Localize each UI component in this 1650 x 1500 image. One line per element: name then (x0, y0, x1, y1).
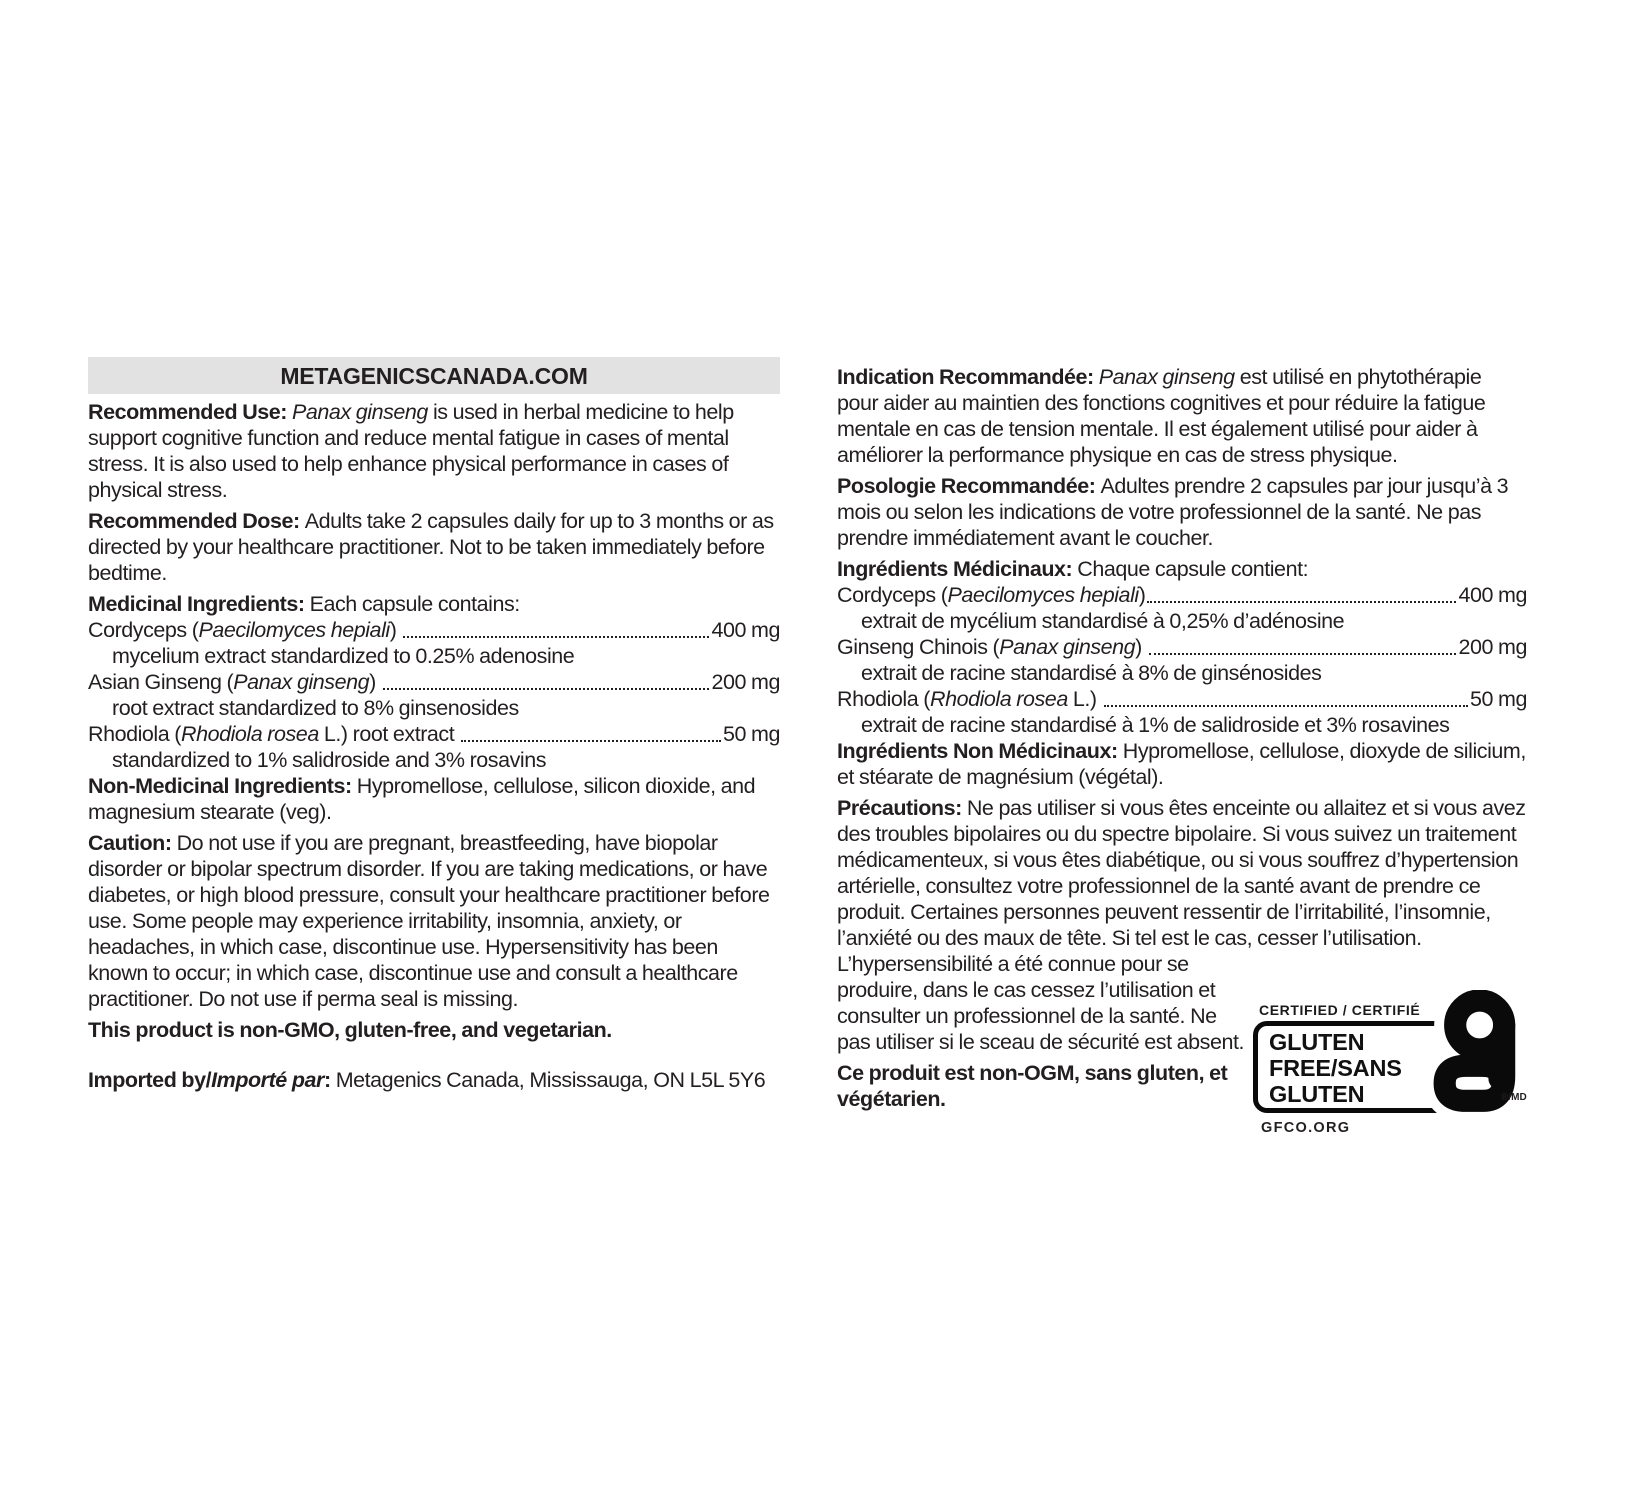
ingredient-name: Asian Ginseng ( (88, 670, 234, 694)
medicinal-ingredients-heading (88, 591, 780, 617)
ingredient-subtext: extrait de racine standardisé à 1% de salidroside et 3% rosavines (861, 713, 1450, 737)
ingredient-row (88, 617, 780, 643)
dot-leader (403, 636, 709, 638)
ingredients-non-medicinaux-paragraph (837, 738, 1527, 790)
ingredient-species: Paecilomyces hepiali (947, 583, 1139, 607)
french-column (837, 364, 1527, 1285)
posologie-paragraph (837, 473, 1527, 551)
ingredient-name: Cordyceps ( (837, 583, 948, 607)
imported-by-text: Metagenics Canada, Mississauga, ON L5L 5Y6 (335, 1068, 766, 1092)
importe-par-label: Importé par (211, 1068, 324, 1092)
caution-text: Do not use if you are pregnant, breastfeeding, have biopolar disorder or bipolar spectrum disorder. If you are taking medications, or have diabetes, or high blood pressure, consult your healthcare practitioner before use. Some people may experience irritability, insomnia, anxiety, or headaches, in which case, discontinue use. Hypersensitivity has been known to occur; in which case, discontinue use and consult a healthcare practitioner. Do not use if perma seal is missing. (88, 831, 770, 1011)
ingredient-name-suffix: ) (389, 618, 402, 642)
ingredient-amount: 200 mg (711, 670, 780, 694)
ingredient-row (837, 582, 1527, 608)
dot-leader (461, 740, 721, 742)
ingredient-species: Paecilomyces hepiali (198, 618, 390, 642)
posologie-text: Adultes prendre 2 capsules par jour jusqu’à 3 mois ou selon les indications de votre professionnel de la santé. Ne pas prendre immédiatement avant le coucher. (837, 474, 1509, 550)
indication-paragraph (837, 364, 1527, 468)
recommended-dose-text: Adults take 2 capsules daily for up to 3 months or as directed by your healthcare practitioner. Not to be taken immediately before bedtime. (88, 509, 774, 585)
precautions-label: Précautions: (837, 796, 967, 820)
ingredient-amount: 50 mg (1469, 687, 1527, 711)
product-claim: This product is non-GMO, gluten-free, and vegetarian. (88, 1018, 612, 1042)
ingredient-species: Rhodiola rosea (930, 687, 1068, 711)
imported-by-label: Imported by/ (88, 1068, 212, 1092)
ingredient-name-suffix: L.) (1067, 687, 1102, 711)
ingredient-subtext: standardized to 1% salidroside and 3% rosavins (112, 748, 547, 772)
badge-line-1: GLUTEN (1269, 1029, 1365, 1055)
ingredient-amount: 200 mg (1458, 635, 1527, 659)
caution-paragraph (88, 830, 780, 1012)
ingredient-species: Rhodiola rosea (181, 722, 319, 746)
non-medicinal-paragraph (88, 773, 780, 825)
certified-label: CERTIFIED / CERTIFIÉ (1259, 1002, 1421, 1018)
trademark-label: ®/MD (1501, 1092, 1527, 1103)
ingredient-name: Rhodiola ( (88, 722, 181, 746)
latin-name: Panax ginseng (292, 400, 428, 424)
ingredient-subtext: extrait de mycélium standardisé à 0,25% d’adénosine (861, 609, 1345, 633)
imported-by-line (88, 1067, 780, 1093)
ingredient-amount: 400 mg (711, 618, 780, 642)
dot-leader (383, 688, 710, 690)
ingredient-amount: 50 mg (722, 722, 780, 746)
ingredients-non-medicinaux-label: Ingrédients Non Médicinaux: (837, 739, 1123, 763)
indication-text: est utilisé en phytothérapie pour aider au maintien des fonctions cognitives et pour réduire la fatigue mentale en cas de tension mentale. Il est également utilisé pour aider à améliorer la performance physique en cas de stress physique. (837, 365, 1486, 467)
english-column (88, 357, 780, 1098)
dot-leader (1104, 705, 1468, 707)
ingredient-subtext: root extract standardized to 8% ginsenosides (112, 696, 519, 720)
badge-line-3: GLUTEN (1269, 1081, 1365, 1107)
ingredients-non-medicinaux-text: Hypromellose, cellulose, dioxyde de silicium, et stéarate de magnésium (végétal). (837, 739, 1526, 789)
ingredient-name: Rhodiola ( (837, 687, 930, 711)
medicinal-ingredients-text: Each capsule contains: (309, 592, 520, 616)
ingredient-species: Panax ginseng (999, 635, 1136, 659)
ingredient-species: Panax ginseng (233, 670, 370, 694)
precautions-text: Ne pas utiliser si vous êtes enceinte ou allaitez et si vous avez des troubles bipolaires ou du spectre bipolaire. Si vous suivez un traitement médicamenteux, si vous êtes diabétique, ou si vous souffrez d’hypertension artérielle, consultez votre professionnel de la santé avant de prendre ce produit. Certaines personnes peuvent ressentir de l’irritabilité, l’insomnie, l’anxiété ou des maux de tête. Si tel est le cas, cesser l’utilisation. L’hypersensibilité a été connue pour se produire, dans le cas cessez l’utilisation et consulter un professionnel de la santé. Ne pas utiliser si le sceau de sécurité est absent. (837, 796, 1526, 1054)
posologie-label: Posologie Recommandée: (837, 474, 1101, 498)
ingredient-name-suffix: ) (1138, 583, 1146, 607)
ingredient-name: Cordyceps ( (88, 618, 199, 642)
ingredient-name-suffix: L.) root extract (318, 722, 460, 746)
ingredient-subtext: extrait de racine standardisé à 8% de ginsénosides (861, 661, 1322, 685)
badge-line-2: FREE/SANS (1269, 1055, 1402, 1081)
ingredient-row (88, 721, 780, 747)
recommended-use-label: Recommended Use: (88, 400, 293, 424)
gluten-free-badge (1253, 1000, 1553, 1145)
dot-leader (1147, 601, 1456, 603)
ingredient-amount: 400 mg (1458, 583, 1527, 607)
product-claim-fr: Ce produit est non-OGM, sans gluten, et végétarien. (837, 1061, 1228, 1111)
website-banner (88, 357, 780, 394)
caution-label: Caution: (88, 831, 177, 855)
imported-colon: : (323, 1068, 336, 1092)
non-medicinal-label: Non-Medicinal Ingredients: (88, 774, 357, 798)
ingredient-name-suffix: ) (369, 670, 381, 694)
non-medicinal-text: Hypromellose, cellulose, silicon dioxide, and magnesium stearate (veg). (88, 774, 756, 824)
ingredient-row (837, 634, 1527, 660)
ingredients-medicinaux-heading (837, 556, 1527, 582)
recommended-dose-paragraph (88, 508, 780, 586)
recommended-dose-label: Recommended Dose: (88, 509, 305, 533)
dot-leader (1149, 653, 1457, 655)
ingredient-row (88, 669, 780, 695)
gfco-url: GFCO.ORG (1261, 1120, 1351, 1136)
ingredient-subtext: mycelium extract standardized to 0.25% adenosine (112, 644, 575, 668)
ingredients-medicinaux-label: Ingrédients Médicinaux: (837, 557, 1078, 581)
gfco-g-icon (1421, 990, 1543, 1130)
ingredient-name-suffix: ) (1135, 635, 1147, 659)
recommended-use-text: is used in herbal medicine to help support cognitive function and reduce mental fatigue in cases of mental stress. It is also used to help enhance physical performance in cases of physical stress. (88, 400, 734, 502)
website-url: METAGENICSCANADA.COM (280, 362, 588, 389)
recommended-use-paragraph (88, 399, 780, 503)
medicinal-ingredients-label: Medicinal Ingredients: (88, 592, 310, 616)
latin-name: Panax ginseng (1098, 365, 1235, 389)
ingredients-medicinaux-text: Chaque capsule contient: (1077, 557, 1309, 581)
ingredient-name: Ginseng Chinois ( (837, 635, 1000, 659)
indication-label: Indication Recommandée: (837, 365, 1099, 389)
ingredient-row (837, 686, 1527, 712)
